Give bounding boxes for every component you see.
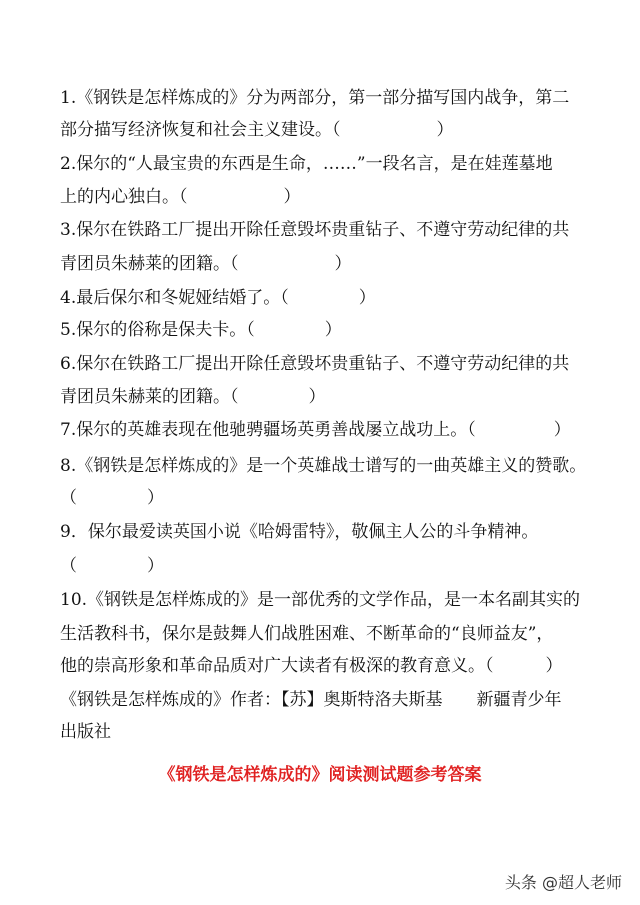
question-9-line-1: 9．保尔最爱读英国小说《哈姆雷特》，敬佩主人公的斗争精神。 bbox=[60, 522, 539, 542]
question-10-text: 他的崇高形象和革命品质对广大读者有极深的教育意义。（ bbox=[60, 656, 494, 676]
source-line-2: 出版社 bbox=[60, 722, 111, 742]
bracket-open: （ bbox=[60, 556, 77, 576]
bracket-close: ） bbox=[324, 320, 342, 340]
bracket-close: ） bbox=[147, 488, 164, 508]
question-6-line-1: 6.保尔在铁路工厂提出开除任意毁坏贵重钻子、不遵守劳动纪律的共 bbox=[60, 354, 570, 374]
bracket-close: ） bbox=[334, 254, 352, 274]
answer-key-title: 《钢铁是怎样炼成的》阅读测试题参考答案 bbox=[158, 765, 482, 785]
question-1-line-1: 1.《钢铁是怎样炼成的》分为两部分，第一部分描写国内战争，第二 bbox=[60, 88, 570, 108]
bracket-close: ） bbox=[147, 556, 164, 576]
question-10-line-1: 10.《钢铁是怎样炼成的》是一部优秀的文学作品，是一本名副其实的 bbox=[60, 590, 581, 610]
bracket-open: （ bbox=[60, 488, 77, 508]
question-9-line-2 bbox=[60, 556, 600, 576]
bracket-close: ） bbox=[436, 120, 454, 140]
question-7-text: 7.保尔的英雄表现在他驰骋疆场英勇善战屡立战功上。（ bbox=[60, 420, 476, 440]
question-1-line-2 bbox=[60, 120, 600, 140]
bracket-close: ） bbox=[358, 288, 376, 308]
bracket-close: ） bbox=[553, 420, 571, 440]
question-5-text: 5.保尔的俗称是保夫卡。（ bbox=[60, 320, 255, 340]
bracket-close: ） bbox=[283, 187, 301, 207]
question-3-text: 青团员朱赫莱的团籍。（ bbox=[60, 254, 239, 274]
question-3-line-2 bbox=[60, 254, 600, 274]
question-3-line-1: 3.保尔在铁路工厂提出开除任意毁坏贵重钻子、不遵守劳动纪律的共 bbox=[60, 220, 570, 240]
question-4-text: 4.最后保尔和冬妮娅结婚了。（ bbox=[60, 288, 289, 308]
question-6-line-2 bbox=[60, 387, 600, 407]
bracket-close: ） bbox=[545, 656, 563, 676]
question-2-text: 上的内心独白。（ bbox=[60, 187, 188, 207]
question-6-text: 青团员朱赫莱的团籍。（ bbox=[60, 387, 239, 407]
question-10-line-3 bbox=[60, 656, 600, 676]
question-1-text: 部分描写经济恢复和社会主义建设。（ bbox=[60, 120, 341, 140]
bracket-close: ） bbox=[308, 387, 326, 407]
question-8-line-2 bbox=[60, 488, 600, 508]
question-8-line-1: 8.《钢铁是怎样炼成的》是一个英雄战士谱写的一曲英雄主义的赞歌。 bbox=[60, 456, 587, 476]
question-10-line-2: 生活教科书，保尔是鼓舞人们战胜困难、不断革命的“良师益友”， bbox=[60, 624, 554, 644]
question-7-line-1 bbox=[60, 420, 600, 440]
question-2-line-2 bbox=[60, 187, 600, 207]
question-2-line-1: 2.保尔的“人最宝贵的东西是生命，……”一段名言，是在娃莲墓地 bbox=[60, 154, 553, 174]
watermark: 头条 @超人老师 bbox=[504, 873, 622, 892]
question-4-line-1 bbox=[60, 288, 600, 308]
source-line-1: 《钢铁是怎样炼成的》作者：【苏】奥斯特洛夫斯基 新疆青少年 bbox=[60, 690, 562, 710]
question-5-line-1 bbox=[60, 320, 600, 340]
